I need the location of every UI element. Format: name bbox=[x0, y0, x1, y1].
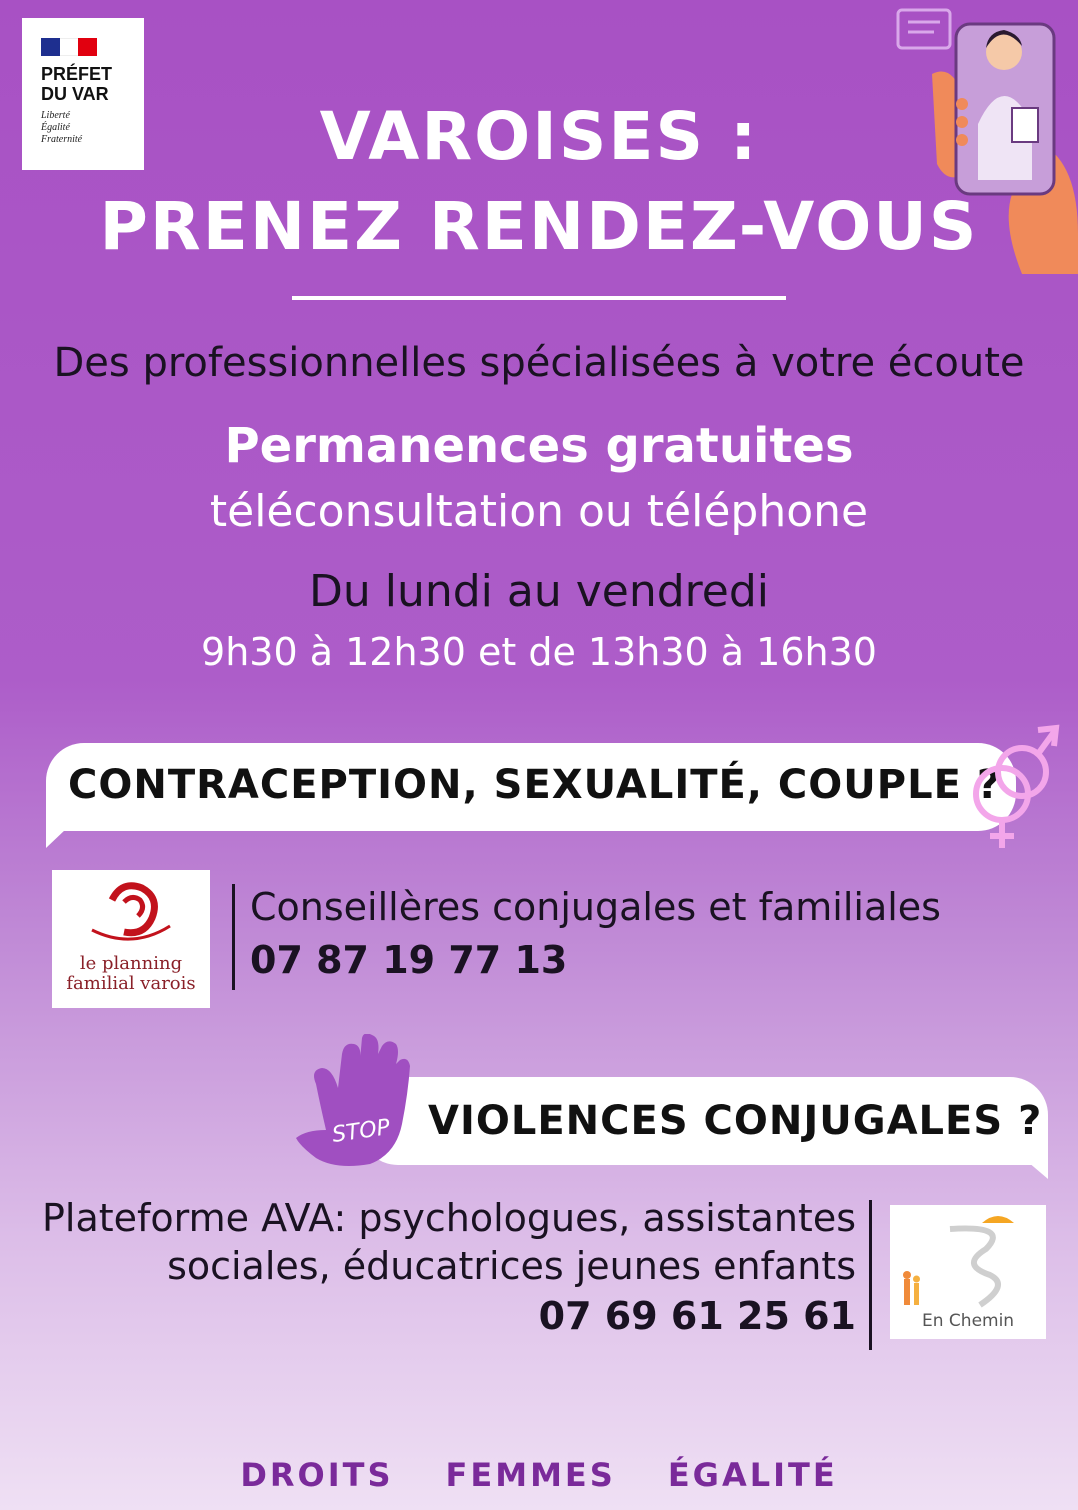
consultation-modes: téléconsultation ou téléphone bbox=[209, 486, 869, 537]
en-chemin-path-icon bbox=[890, 1205, 1046, 1311]
footer-values bbox=[0, 1456, 1078, 1494]
opening-days: Du lundi au vendredi bbox=[308, 566, 769, 617]
stop-label: STOP bbox=[330, 1115, 392, 1148]
contraception-phone: 07 87 19 77 13 bbox=[250, 938, 568, 982]
republic-motto: Liberté Égalité Fraternité bbox=[41, 110, 83, 145]
violences-description-line2: sociales, éducatrices jeunes enfants bbox=[167, 1244, 856, 1288]
separator-line bbox=[232, 884, 235, 990]
separator-line bbox=[869, 1200, 872, 1350]
permanences-heading: Permanences gratuites bbox=[224, 418, 854, 474]
french-flag-icon bbox=[41, 38, 97, 56]
violences-phone: 07 69 61 25 61 bbox=[538, 1294, 856, 1338]
contraception-question: CONTRACEPTION, SEXUALITÉ, COUPLE ? bbox=[68, 762, 1002, 808]
planning-familial-swirl-icon bbox=[52, 870, 210, 954]
violences-description-line1: Plateforme AVA: psychologues, assistantes bbox=[42, 1196, 856, 1240]
main-title-line2: PRENEZ RENDEZ-VOUS bbox=[99, 188, 979, 265]
footer-word-droits: DROITS bbox=[240, 1456, 394, 1494]
opening-hours: 9h30 à 12h30 et de 13h30 à 16h30 bbox=[201, 630, 877, 674]
stop-hand-icon bbox=[296, 1034, 420, 1168]
lead-text: Des professionnelles spécialisées à votre écoute bbox=[53, 340, 1025, 386]
contraception-bubble-tail bbox=[46, 810, 86, 848]
violences-question: VIOLENCES CONJUGALES ? bbox=[428, 1098, 1043, 1144]
planning-familial-logo bbox=[52, 870, 210, 1008]
contraception-description: Conseillères conjugales et familiales bbox=[250, 885, 941, 929]
violences-bubble-tail bbox=[1008, 1145, 1048, 1179]
prefet-name: PRÉFET DU VAR bbox=[41, 64, 113, 104]
en-chemin-logo bbox=[890, 1205, 1046, 1339]
main-title-line1: VAROISES : bbox=[319, 98, 759, 175]
en-chemin-name: En Chemin bbox=[922, 1311, 1015, 1331]
title-divider bbox=[292, 296, 786, 300]
gender-symbols-icon bbox=[960, 718, 1060, 854]
planning-familial-name: le planning familial varois bbox=[66, 953, 196, 994]
footer-word-egalite: ÉGALITÉ bbox=[667, 1456, 838, 1494]
footer-word-femmes: FEMMES bbox=[445, 1456, 616, 1494]
